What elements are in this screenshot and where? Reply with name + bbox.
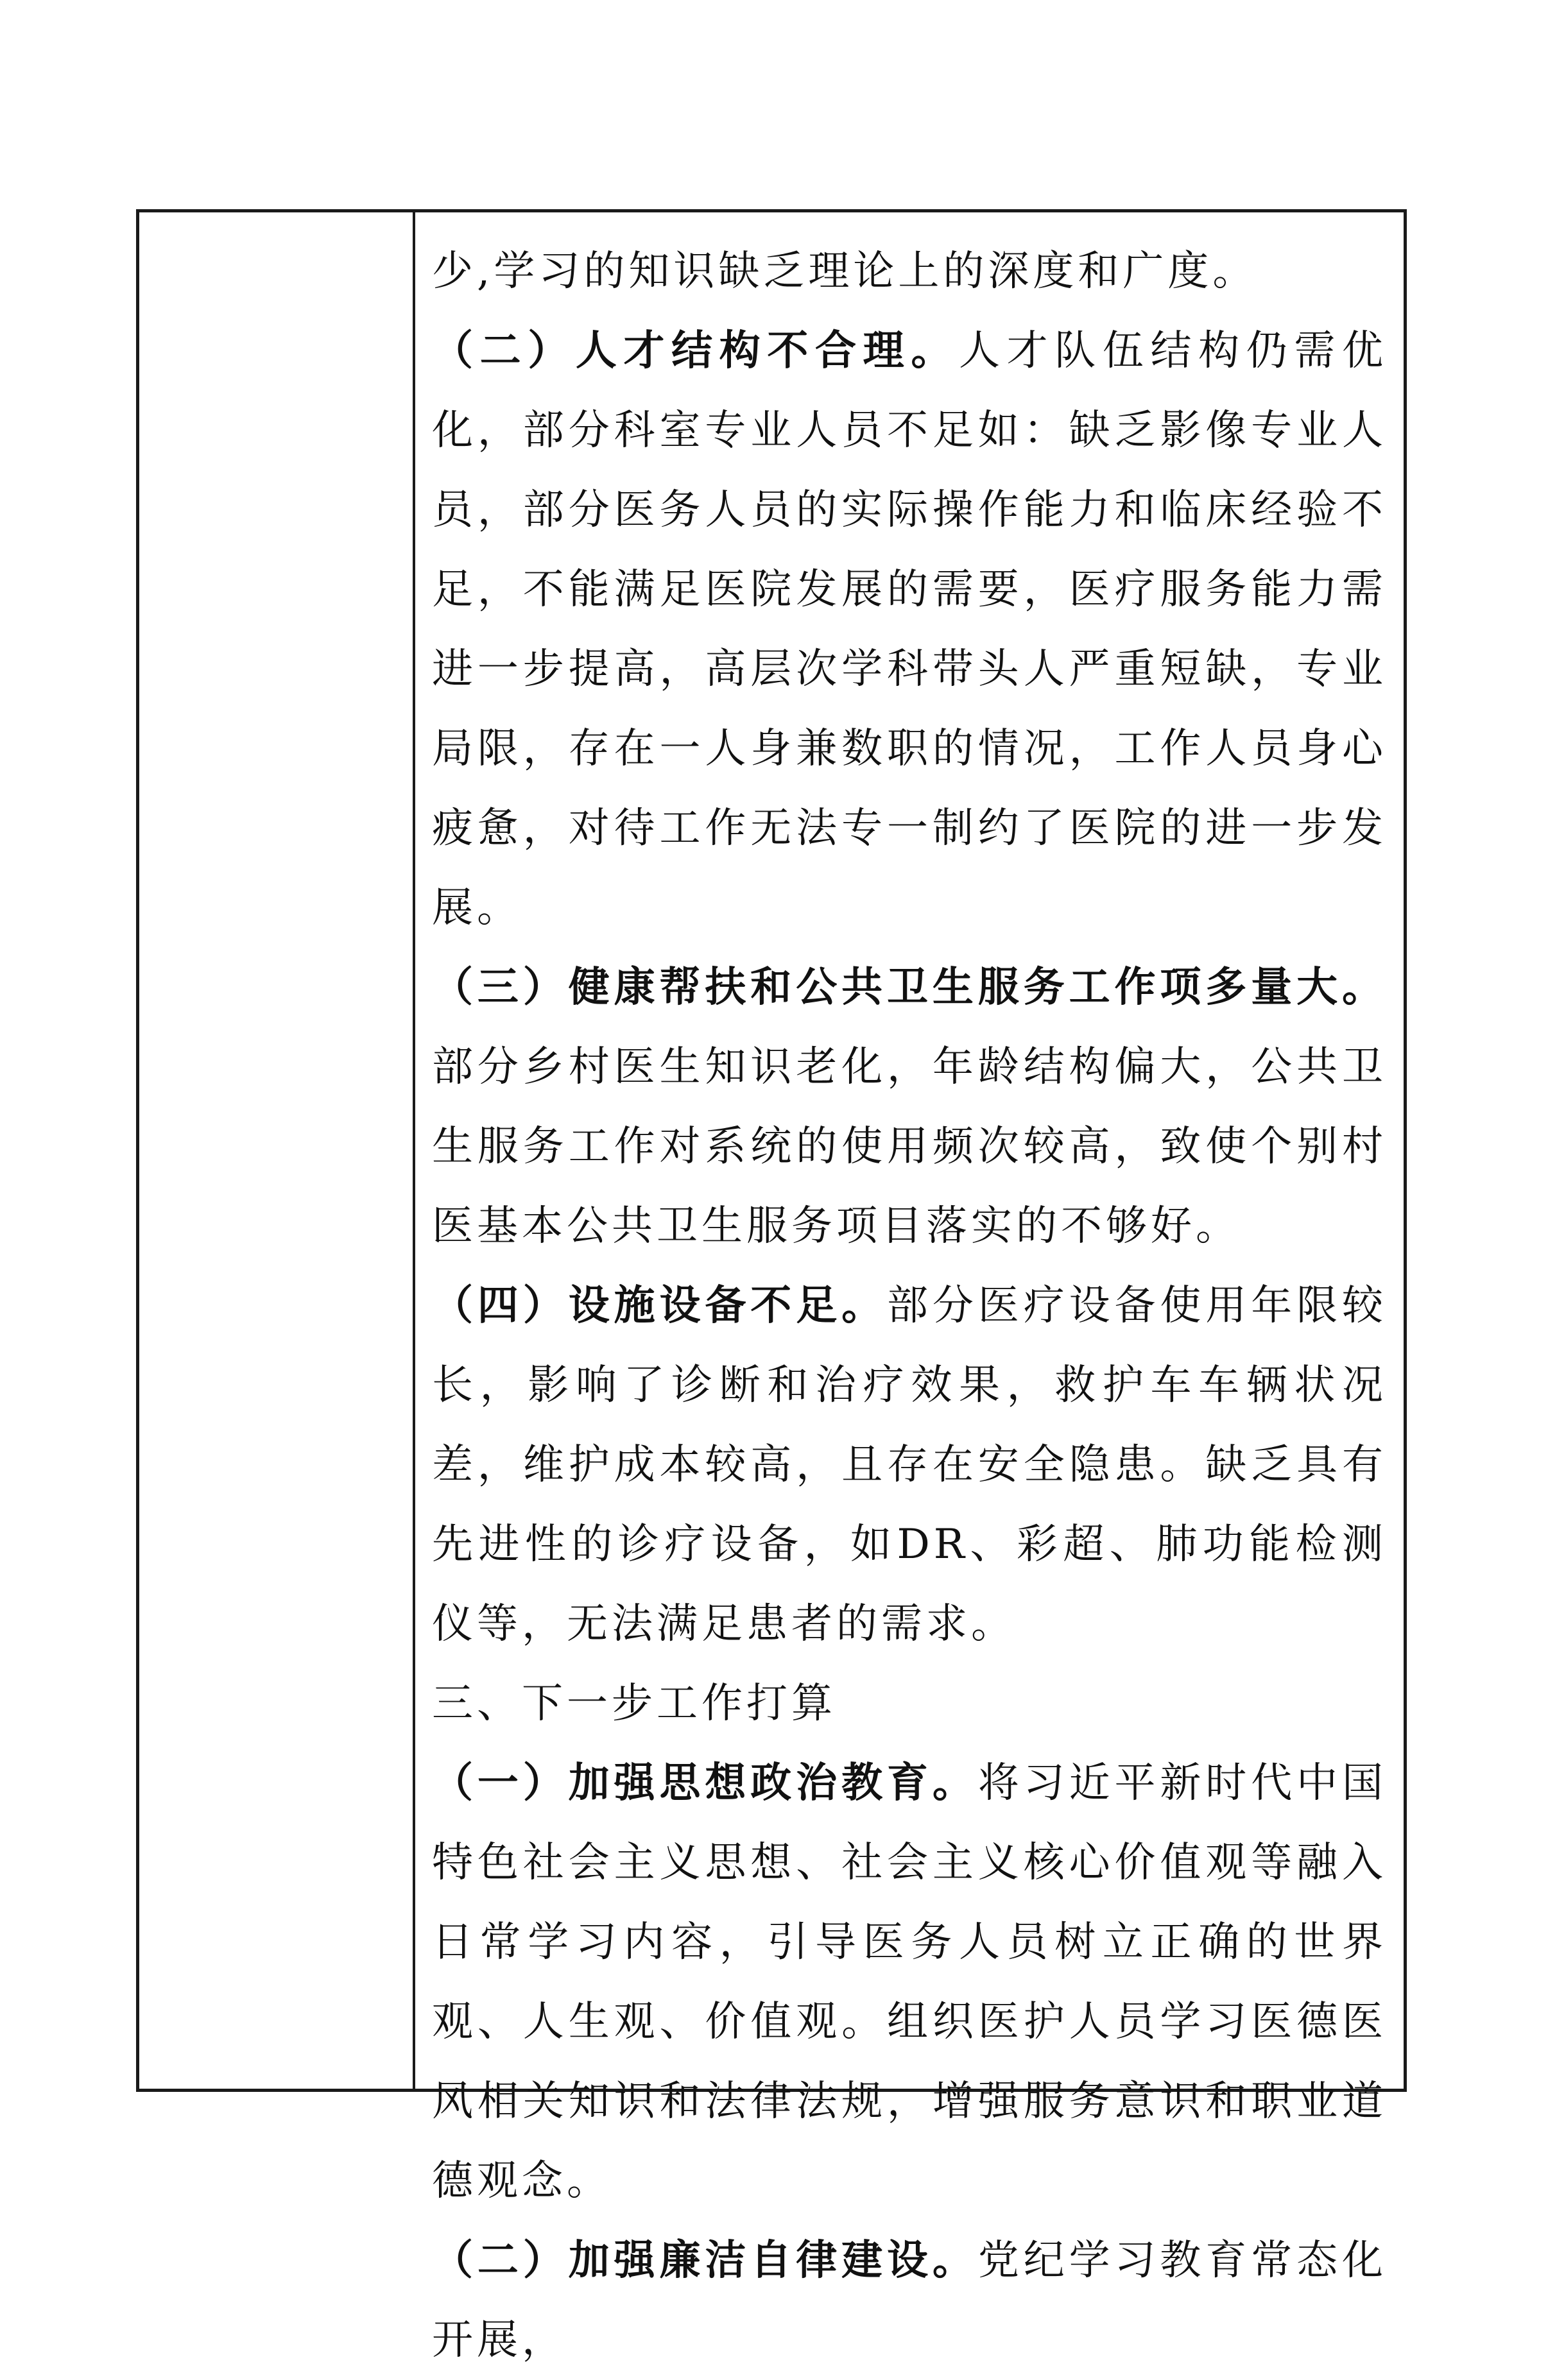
paragraph-lead: （四）设施设备不足。 — [432, 1281, 887, 1330]
paragraph-talent-structure — [432, 311, 1387, 948]
paragraph-lead: （二）加强廉洁自律建设。 — [432, 2236, 978, 2284]
paragraph-lead: （三）健康帮扶和公共卫生服务工作项多量大。 — [432, 963, 1387, 1011]
paragraph-integrity-building — [432, 2221, 1387, 2380]
paragraph-ideological-education — [432, 1743, 1387, 2221]
paragraph-lead: （一）加强思想政治教育。 — [432, 1759, 978, 1807]
paragraph-text: 少,学习的知识缺乏理论上的深度和广度。 — [432, 248, 1258, 295]
paragraph-text: 将习近平新时代中国特色社会主义思想、社会主义核心价值观等融入日常学习内容，引导医务人员树立正确的世界观、人生观、价值观。组织医护人员学习医德医风相关知识和法律法规，增强服务意识和职业道德观念。 — [432, 1759, 1388, 2205]
paragraph-lead: （二）人才结构不合理。 — [432, 327, 959, 375]
document-table — [136, 209, 1407, 2364]
section-heading-next-steps: 三、下一步工作打算 — [432, 1680, 836, 1727]
table-left-column — [139, 212, 415, 2089]
table-content-column — [415, 212, 1404, 2364]
paragraph-equipment — [432, 1266, 1387, 1664]
paragraph-public-health — [432, 948, 1387, 1266]
paragraph-text: 部分医疗设备使用年限较长，影响了诊断和治疗效果，救护车车辆状况差，维护成本较高，且存在安全隐患。缺乏具有先进性的诊疗设备，如DR、彩超、肺功能检测仪等，无法满足患者的需求。 — [432, 1282, 1387, 1648]
paragraph-text: 党纪学习教育常态化开展， — [432, 2237, 1388, 2364]
paragraph-continuation — [432, 232, 1387, 311]
paragraph-text: 部分乡村医生知识老化，年龄结构偏大，公共卫生服务工作对系统的使用频次较高，致使个别村医基本公共卫生服务项目落实的不够好。 — [432, 1043, 1387, 1250]
paragraph-text: 人才队伍结构仍需优化，部分科室专业人员不足如：缺乏影像专业人员，部分医务人员的实际操作能力和临床经验不足，不能满足医院发展的需要，医疗服务能力需进一步提高，高层次学科带头人严重短缺，专业局限，存在一人身兼数职的情况，工作人员身心疲惫，对待工作无法专一制约了医院的进一步发展。 — [432, 327, 1388, 932]
